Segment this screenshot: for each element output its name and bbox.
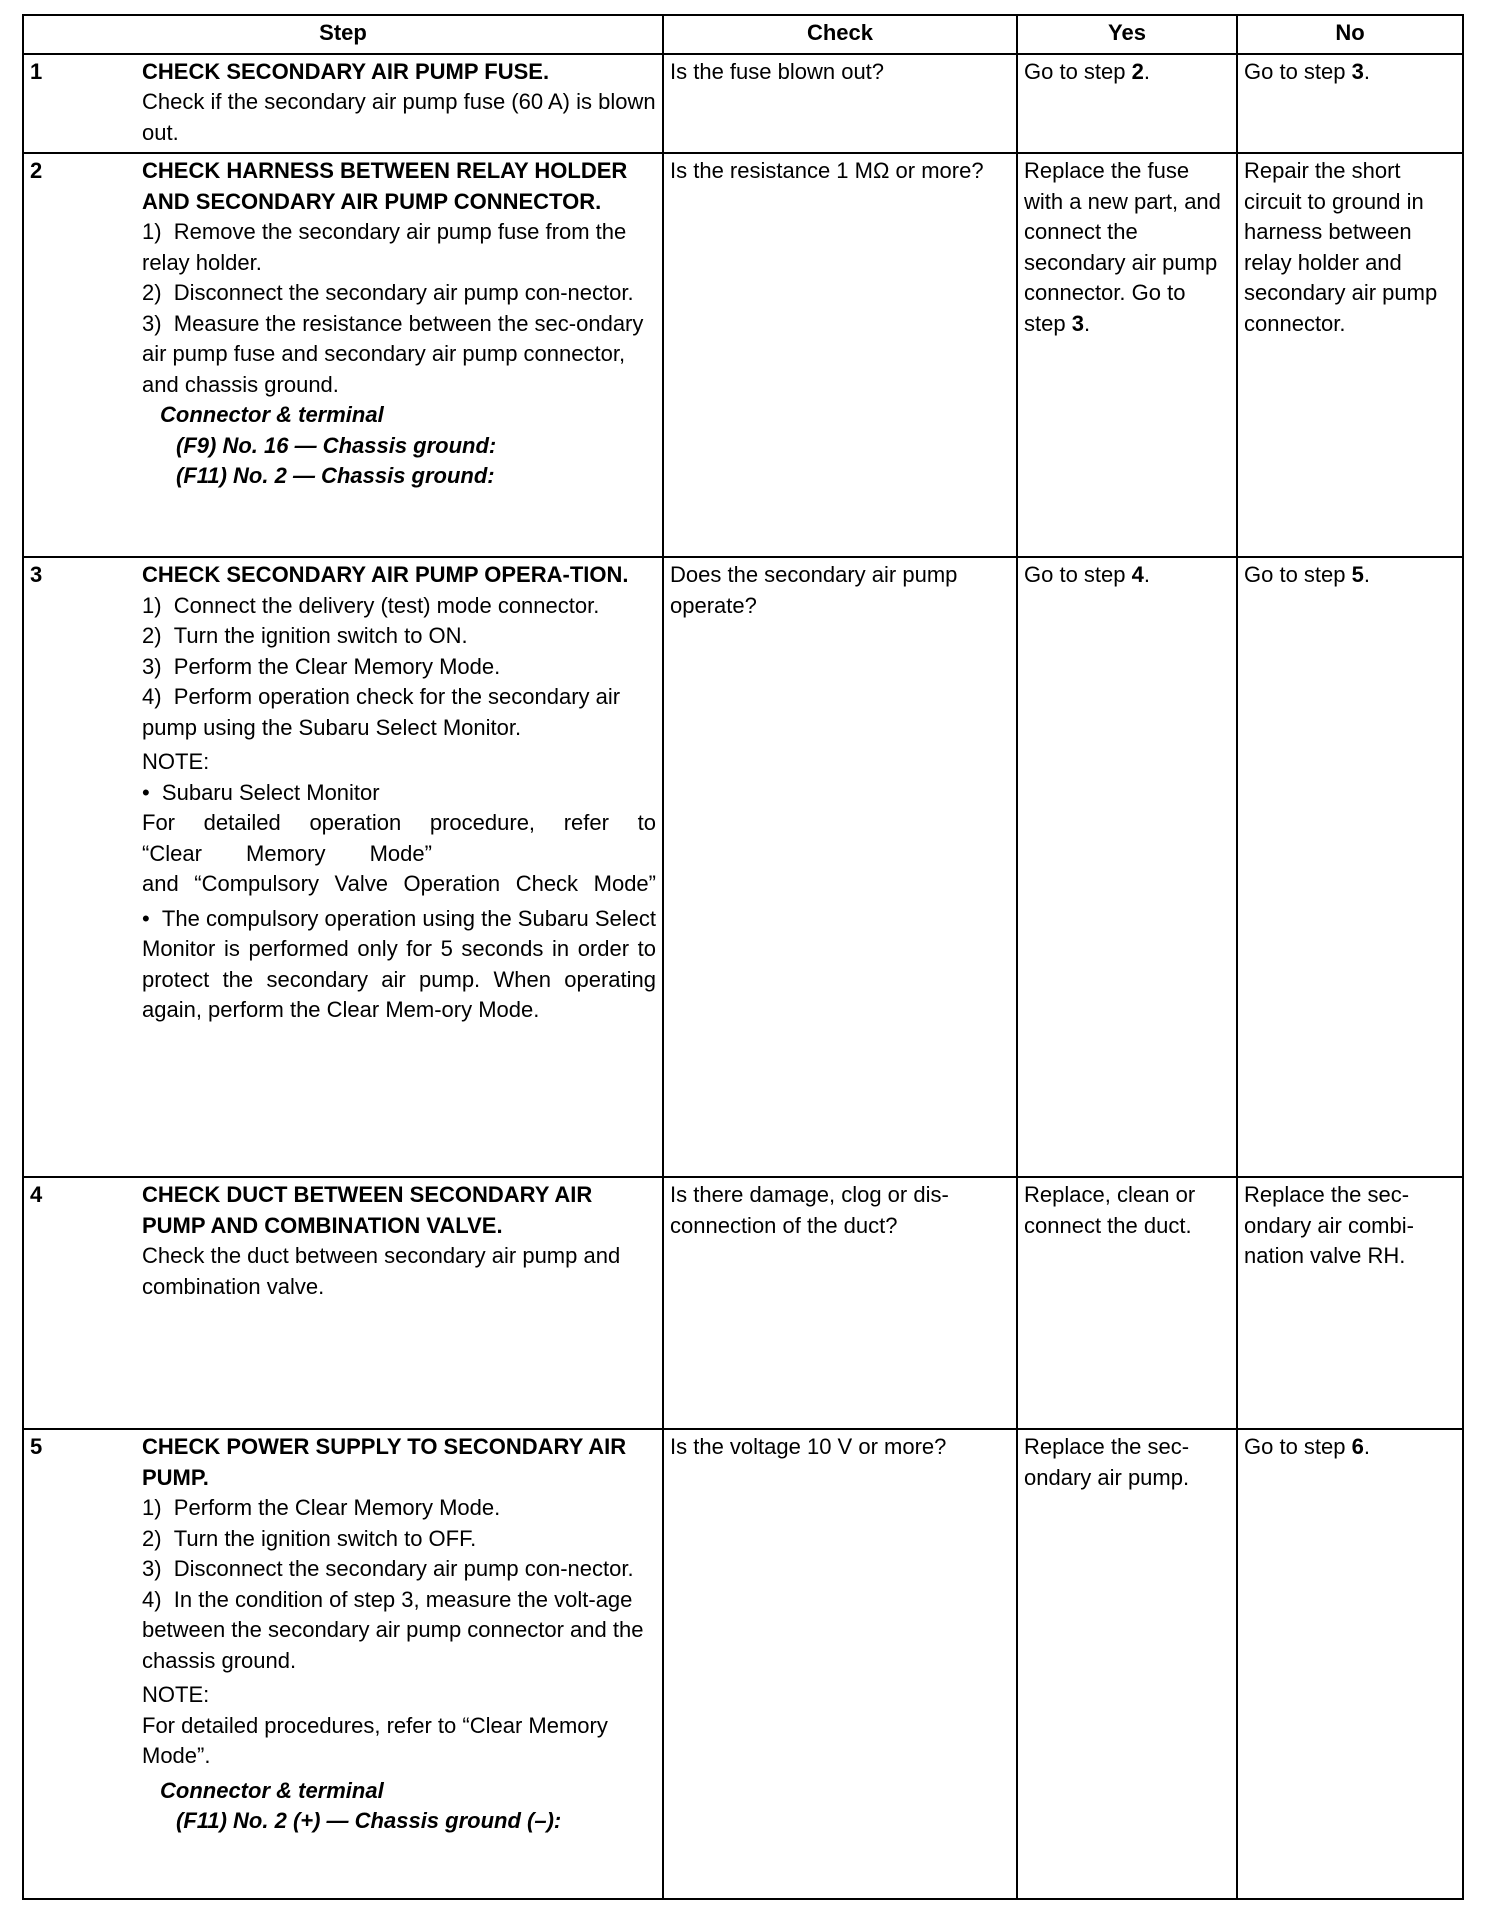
step-ref: 4 <box>1131 562 1144 587</box>
note-bullet: • Subaru Select Monitor <box>142 779 380 805</box>
connector-terminal-line: (F11) No. 2 (+) — Chassis ground (–): <box>176 1808 562 1833</box>
table-row <box>23 1429 1463 1899</box>
no-cell: Go to step 3. <box>1237 54 1463 154</box>
step-title: CHECK DUCT BETWEEN SECONDARY AIR PUMP AND COMBINATION VALVE. <box>142 1182 593 1238</box>
note-label: NOTE: <box>142 1682 210 1707</box>
step-text: 3) Measure the resistance between the sec-ondary air pump fuse and secondary air pump connector, and chassis ground. <box>142 310 644 397</box>
step-ref: 6 <box>1351 1434 1364 1459</box>
step-text: 3) Disconnect the secondary air pump con-nector. <box>142 1556 634 1581</box>
step-text: 1) Connect the delivery (test) mode connector. <box>142 592 600 618</box>
step-title: CHECK SECONDARY AIR PUMP OPERA-TION. <box>142 562 629 587</box>
yes-cell: Replace the fuse with a new part, and connect the secondary air pump connector. Go to step 3. <box>1017 153 1237 557</box>
step-text: 1) Remove the secondary air pump fuse from the relay holder. <box>142 219 627 275</box>
no-cell: Repair the short circuit to ground in harness between relay holder and secondary air pump connector. <box>1237 153 1463 557</box>
step-title: CHECK SECONDARY AIR PUMP FUSE. <box>142 58 550 84</box>
step-ref: 3 <box>1351 58 1364 84</box>
table-row <box>23 557 1463 1177</box>
table-row <box>23 153 1463 557</box>
note-text: For detailed procedures, refer to “Clear Memory Mode”. <box>142 1712 608 1768</box>
step-ref: 2 <box>1131 58 1144 84</box>
note-bullet: • The compulsory operation using the Subaru Select Monitor is performed only for 5 seconds in order to protect the secondary air pump. When operating again, perform the Clear Mem-ory Mode. <box>142 905 656 1022</box>
no-cell: Go to step 5. <box>1237 557 1463 1177</box>
header-row <box>23 15 1463 54</box>
step-number: 1 <box>30 58 43 84</box>
table-row <box>23 54 1463 154</box>
note-ref: “Clear Memory Mode” <box>142 840 432 866</box>
step-cell <box>23 54 663 154</box>
step-text: 4) In the condition of step 3, measure the volt-age between the secondary air pump connector and the chassis ground. <box>142 1586 644 1673</box>
step-ref: 3 <box>1071 310 1084 336</box>
diagnostic-table <box>22 14 1464 1900</box>
step-cell <box>23 153 663 557</box>
table-row <box>23 1177 1463 1429</box>
step-text: 2) Turn the ignition switch to ON. <box>142 623 468 648</box>
step-number: 4 <box>30 1182 43 1207</box>
step-text: 4) Perform operation check for the secondary air pump using the Subaru Select Monitor. <box>142 684 621 740</box>
header-yes: Yes <box>1017 15 1237 54</box>
step-text: 2) Disconnect the secondary air pump con-nector. <box>142 280 634 305</box>
yes-cell: Go to step 4. <box>1017 557 1237 1177</box>
header-step: Step <box>23 15 663 54</box>
check-cell: Is there damage, clog or dis-connection of the duct? <box>663 1177 1017 1429</box>
step-number: 2 <box>30 158 43 183</box>
step-text: Check the duct between secondary air pump and combination valve. <box>142 1243 621 1299</box>
step-cell <box>23 1429 663 1899</box>
step-text: Check if the secondary air pump fuse (60 A) is blown out. <box>142 89 656 145</box>
note-label: NOTE: <box>142 749 210 774</box>
connector-terminal-line: (F11) No. 2 — Chassis ground: <box>176 463 495 488</box>
no-cell: Go to step 6. <box>1237 1429 1463 1899</box>
step-cell <box>23 1177 663 1429</box>
note-text <box>142 839 656 870</box>
note-text: For detailed operation procedure, refer to <box>142 810 656 835</box>
connector-terminal-heading: Connector & terminal <box>160 1777 384 1803</box>
connector-terminal-line: (F9) No. 16 — Chassis ground: <box>176 432 497 458</box>
no-cell: Replace the sec-ondary air combi-nation valve RH. <box>1237 1177 1463 1429</box>
note-text: and “Compulsory Valve Operation Check Mode” <box>142 871 656 896</box>
step-number: 5 <box>30 1434 43 1459</box>
check-cell: Is the voltage 10 V or more? <box>663 1429 1017 1899</box>
step-text: 1) Perform the Clear Memory Mode. <box>142 1495 501 1520</box>
step-text: 3) Perform the Clear Memory Mode. <box>142 653 501 679</box>
connector-terminal-heading: Connector & terminal <box>160 402 384 427</box>
header-no: No <box>1237 15 1463 54</box>
step-text: 2) Turn the ignition switch to OFF. <box>142 1525 477 1551</box>
step-cell <box>23 557 663 1177</box>
yes-cell: Replace, clean or connect the duct. <box>1017 1177 1237 1429</box>
header-check: Check <box>663 15 1017 54</box>
step-title: CHECK POWER SUPPLY TO SECONDARY AIR PUMP. <box>142 1434 627 1490</box>
check-cell: Is the fuse blown out? <box>663 54 1017 154</box>
yes-cell: Go to step 2. <box>1017 54 1237 154</box>
yes-cell: Replace the sec-ondary air pump. <box>1017 1429 1237 1899</box>
step-ref: 5 <box>1351 562 1364 587</box>
check-cell: Does the secondary air pump operate? <box>663 557 1017 1177</box>
step-title: CHECK HARNESS BETWEEN RELAY HOLDER AND SECONDARY AIR PUMP CONNECTOR. <box>142 158 628 214</box>
step-number: 3 <box>30 562 43 587</box>
check-cell: Is the resistance 1 MΩ or more? <box>663 153 1017 557</box>
